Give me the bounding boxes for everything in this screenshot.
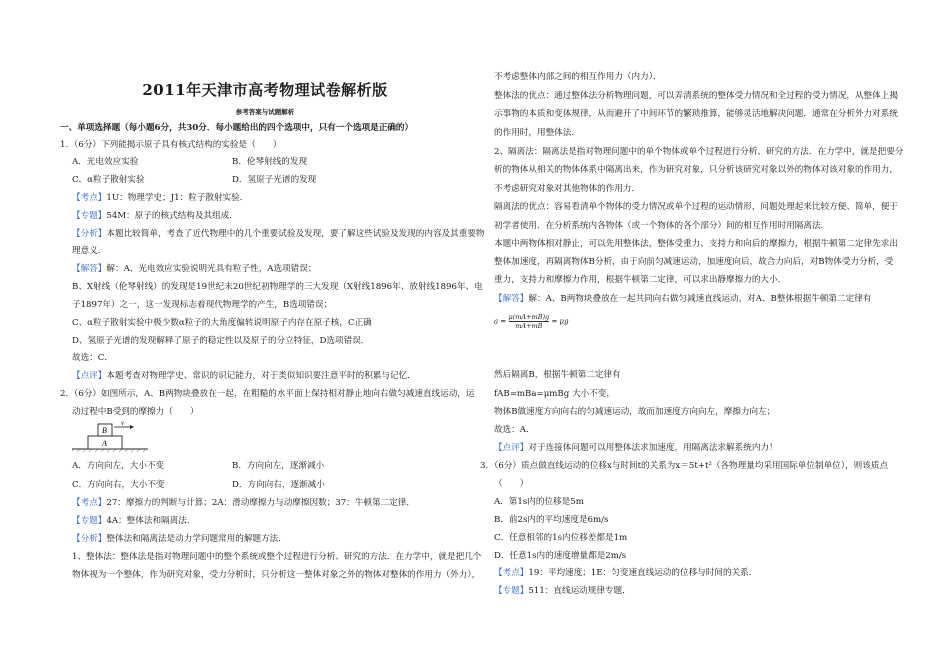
q3-option-d: D．任意1s内的速度增量都是2m/s [494,551,627,561]
q2-para-line8: 析的物体从相关的物体体系中隔离出来，作为研究对象，只分析该研究对象以外的物体对该对象的作用力， [494,165,898,175]
q2-jieda-line3: fAB=mBa=μmBg 大小不变， [494,389,615,399]
zhuanti-tag: 【专题】 [72,516,107,526]
q2-para-line11: 初学者使用．在分析系统内各物体（或一个物体的各个部分）间的相互作用时用隔离法． [494,221,830,231]
zhuanti-tag: 【专题】 [494,586,529,596]
q2-option-c: C．方向向右，大小不变 [72,480,165,490]
zhuanti-tag: 【专题】 [72,211,107,221]
q3-option-a: A．第1s内的位移是5m [494,497,584,507]
q2-jieda-line5: 故选：A． [494,425,535,435]
dianping-tag: 【点评】 [72,371,107,381]
q2-para-line14: 重力，支持力和摩擦力作用，根据牛顿第二定律，可以求出静摩擦力的大小． [494,275,787,285]
page-subtitle: 参考答案与试题解析 [235,108,295,116]
page-title: 2011年天津市高考物理试卷解析版 [142,81,388,99]
fenxi-tag: 【分析】 [72,229,107,239]
velocity-label: v [121,420,125,427]
dianping-tag: 【点评】 [494,443,529,453]
block-b-label: B [102,426,107,435]
q2-para-line2: 物体视为一个整体，作为研究对象，受力分析时，只分析这一整体对象之外的物体对整体的作用力（外力）， [72,570,481,580]
q1-jieda-line3: 子1897年）之一，这一发现标志着现代物理学的产生，B选项错误； [72,300,333,310]
fenxi-text: 整体法和隔离法是动力学问题常用的解题方法． [106,534,287,544]
fenxi-tag: 【分析】 [72,534,107,544]
q1-zhuanti [72,211,238,222]
kaodian-text: 1U：物理学史；J1：粒子散射实验． [106,193,249,203]
q2-jieda-line2: 然后隔离B，根据牛顿第二定律有 [494,370,621,380]
q2-option-d: D．方向向右，逐渐减小 [232,480,325,490]
zhuanti-text: 54M：原子的核式结构及其组成． [106,211,238,221]
q1-jieda-line2: B、X射线（伦琴射线）的发现是19世纪末20世纪初物理学的三大发现（X射线1896年、放射线1896年、电 [72,282,483,292]
q1-option-d: D．氢原子光谱的发现 [232,175,317,185]
q3-option-c: C．任意相邻的1s内位移差都是1m [494,533,628,543]
formula-denominator: mA+mB [515,322,543,330]
q1-fenxi-line1 [72,229,485,240]
q3-zhuanti [494,586,631,597]
q3-stem-line1: 3．（6分）质点做直线运动的位移x与时间t的关系为x＝5t+t²（各物理量均采用国际单位制单位），则该质点 [480,461,889,471]
zhuanti-text: 4A：整体法和隔离法． [106,516,196,526]
q2-stem-line1: 2．（6分）如图所示，A、B两物块叠放在一起，在粗糙的水平面上保持相对静止地向右做匀减速直线运动，运 [60,389,475,399]
jieda-text: 解：A、光电效应实验说明光具有粒子性，A选项错误； [106,264,317,274]
q1-jieda-line6: 故选：C． [72,353,113,363]
q2-dianping [494,443,778,454]
q2-jieda-line1 [494,294,871,305]
q1-kaodian [72,193,248,204]
q2-option-b: B．方向向左，逐渐减小 [232,461,325,471]
q1-jieda-line5: D、氢原子光谱的发现解释了原子的稳定性以及原子的分立特征，D选项错误． [72,336,370,346]
q1-option-a: A．光电效应实验 [72,157,139,167]
q2-para-line13: 整体加速度，再隔离物体B分析，由于向前匀减速运动，加速度向后，故合力向后，对B物体受力分析，受 [494,257,894,267]
q1-option-b: B．伦琴射线的发现 [232,157,308,167]
kaodian-tag: 【考点】 [494,568,529,578]
q1-dianping [72,371,416,382]
q2-para-line6: 的作用时，用整体法． [494,128,580,138]
q2-fenxi [72,534,287,545]
q3-option-b: B．前2s内的平均速度是6m/s [494,515,609,525]
q2-stem-line2: 动过程中B受到的摩擦力（ ） [72,407,199,417]
q2-kaodian [72,498,415,509]
q2-formula [494,313,569,330]
q2-figure [72,420,152,452]
jieda-text: 解：A、B两物块叠放在一起共同向右做匀减速直线运动，对A、B整体根据牛顿第二定律有 [528,294,872,304]
section-heading: 一、单项选择题（每小题6分，共30分．每小题给出的四个选项中，只有一个选项是正确的） [60,123,414,133]
q1-jieda-line1 [72,264,316,275]
q2-para-line10: 隔离法的优点：容易看清单个物体的受力情况或单个过程的运动情形，问题处理起来比较方便、简单，便于 [494,202,898,212]
fenxi-text: 本题比较简单，考查了近代物理中的几个重要试验及发现，要了解这些试验及发现的内容及其重要物 [106,229,485,239]
q2-option-a: A．方向向左，大小不变 [72,461,165,471]
q1-stem: 1．（6分）下列能揭示原子具有核式结构的实验是（ ） [60,140,282,150]
formula-fraction [509,313,550,330]
formula-rhs: = μg [551,317,569,326]
q2-zhuanti [72,516,195,527]
jieda-tag: 【解答】 [72,264,107,274]
dianping-text: 本题考查对物理学史、常识的识记能力，对于类似知识要注意平时的积累与记忆． [106,371,416,381]
dianping-text: 对于连接体问题可以用整体法求加速度，用隔离法求解系统内力！ [528,443,778,453]
kaodian-text: 27：摩擦力的判断与计算；2A：滑动摩擦力与动摩擦因数；37：牛顿第二定律． [106,498,415,508]
kaodian-tag: 【考点】 [72,498,107,508]
q2-para-line1: 1、整体法：整体法是指对物理问题中的整个系统或整个过程进行分析、研究的方法．在力学中，就是把几个 [72,552,482,562]
formula-lhs: a = [494,317,507,326]
jieda-tag: 【解答】 [494,294,529,304]
q2-para-line12: 本题中两物体相对静止，可以先用整体法，整体受重力、支持力和向后的摩擦力，根据牛顿第二定律先求出 [494,239,898,249]
formula-numerator: μ(mA+mB)g [508,313,550,321]
q2-para-line5: 示事物的本质和变体规律，从而避开了中间环节的繁琐推算，能够灵活地解决问题．通常在分析外力对系统 [494,109,898,119]
q2-jieda-line4: 物体B做速度方向向右的匀减速运动，故而加速度方向向左，摩擦力向左； [494,407,776,417]
block-a-label: A [102,439,107,448]
q3-stem-line2: （ ） [494,479,529,489]
q2-para-line9: 不考虑研究对象对其他物体的作用力． [494,184,641,194]
q2-para-line4: 整体法的优点：通过整体法分析物理问题，可以弄清系统的整体受力情况和全过程的受力情况，从整体上揭 [494,91,898,101]
zhuanti-text: 511：直线运动规律专题． [528,586,631,596]
kaodian-tag: 【考点】 [72,193,107,203]
q2-para-line3: 不考虑整体内部之间的相互作用力（内力）． [494,72,662,82]
kaodian-text: 19：平均速度；1E：匀变速直线运动的位移与时间的关系． [528,568,758,578]
q2-para-line7: 2、隔离法：隔离法是指对物理问题中的单个物体或单个过程进行分析、研究的方法．在力学中，就是把要分 [494,147,904,157]
q1-jieda-line4: C、α粒子散射实验中极少数α粒子的大角度偏转说明原子内存在原子核，C正确 [72,318,372,328]
q1-option-c: C．α粒子散射实验 [72,175,145,185]
q1-fenxi-line2: 理意义． [72,246,107,256]
q3-kaodian [494,568,757,579]
